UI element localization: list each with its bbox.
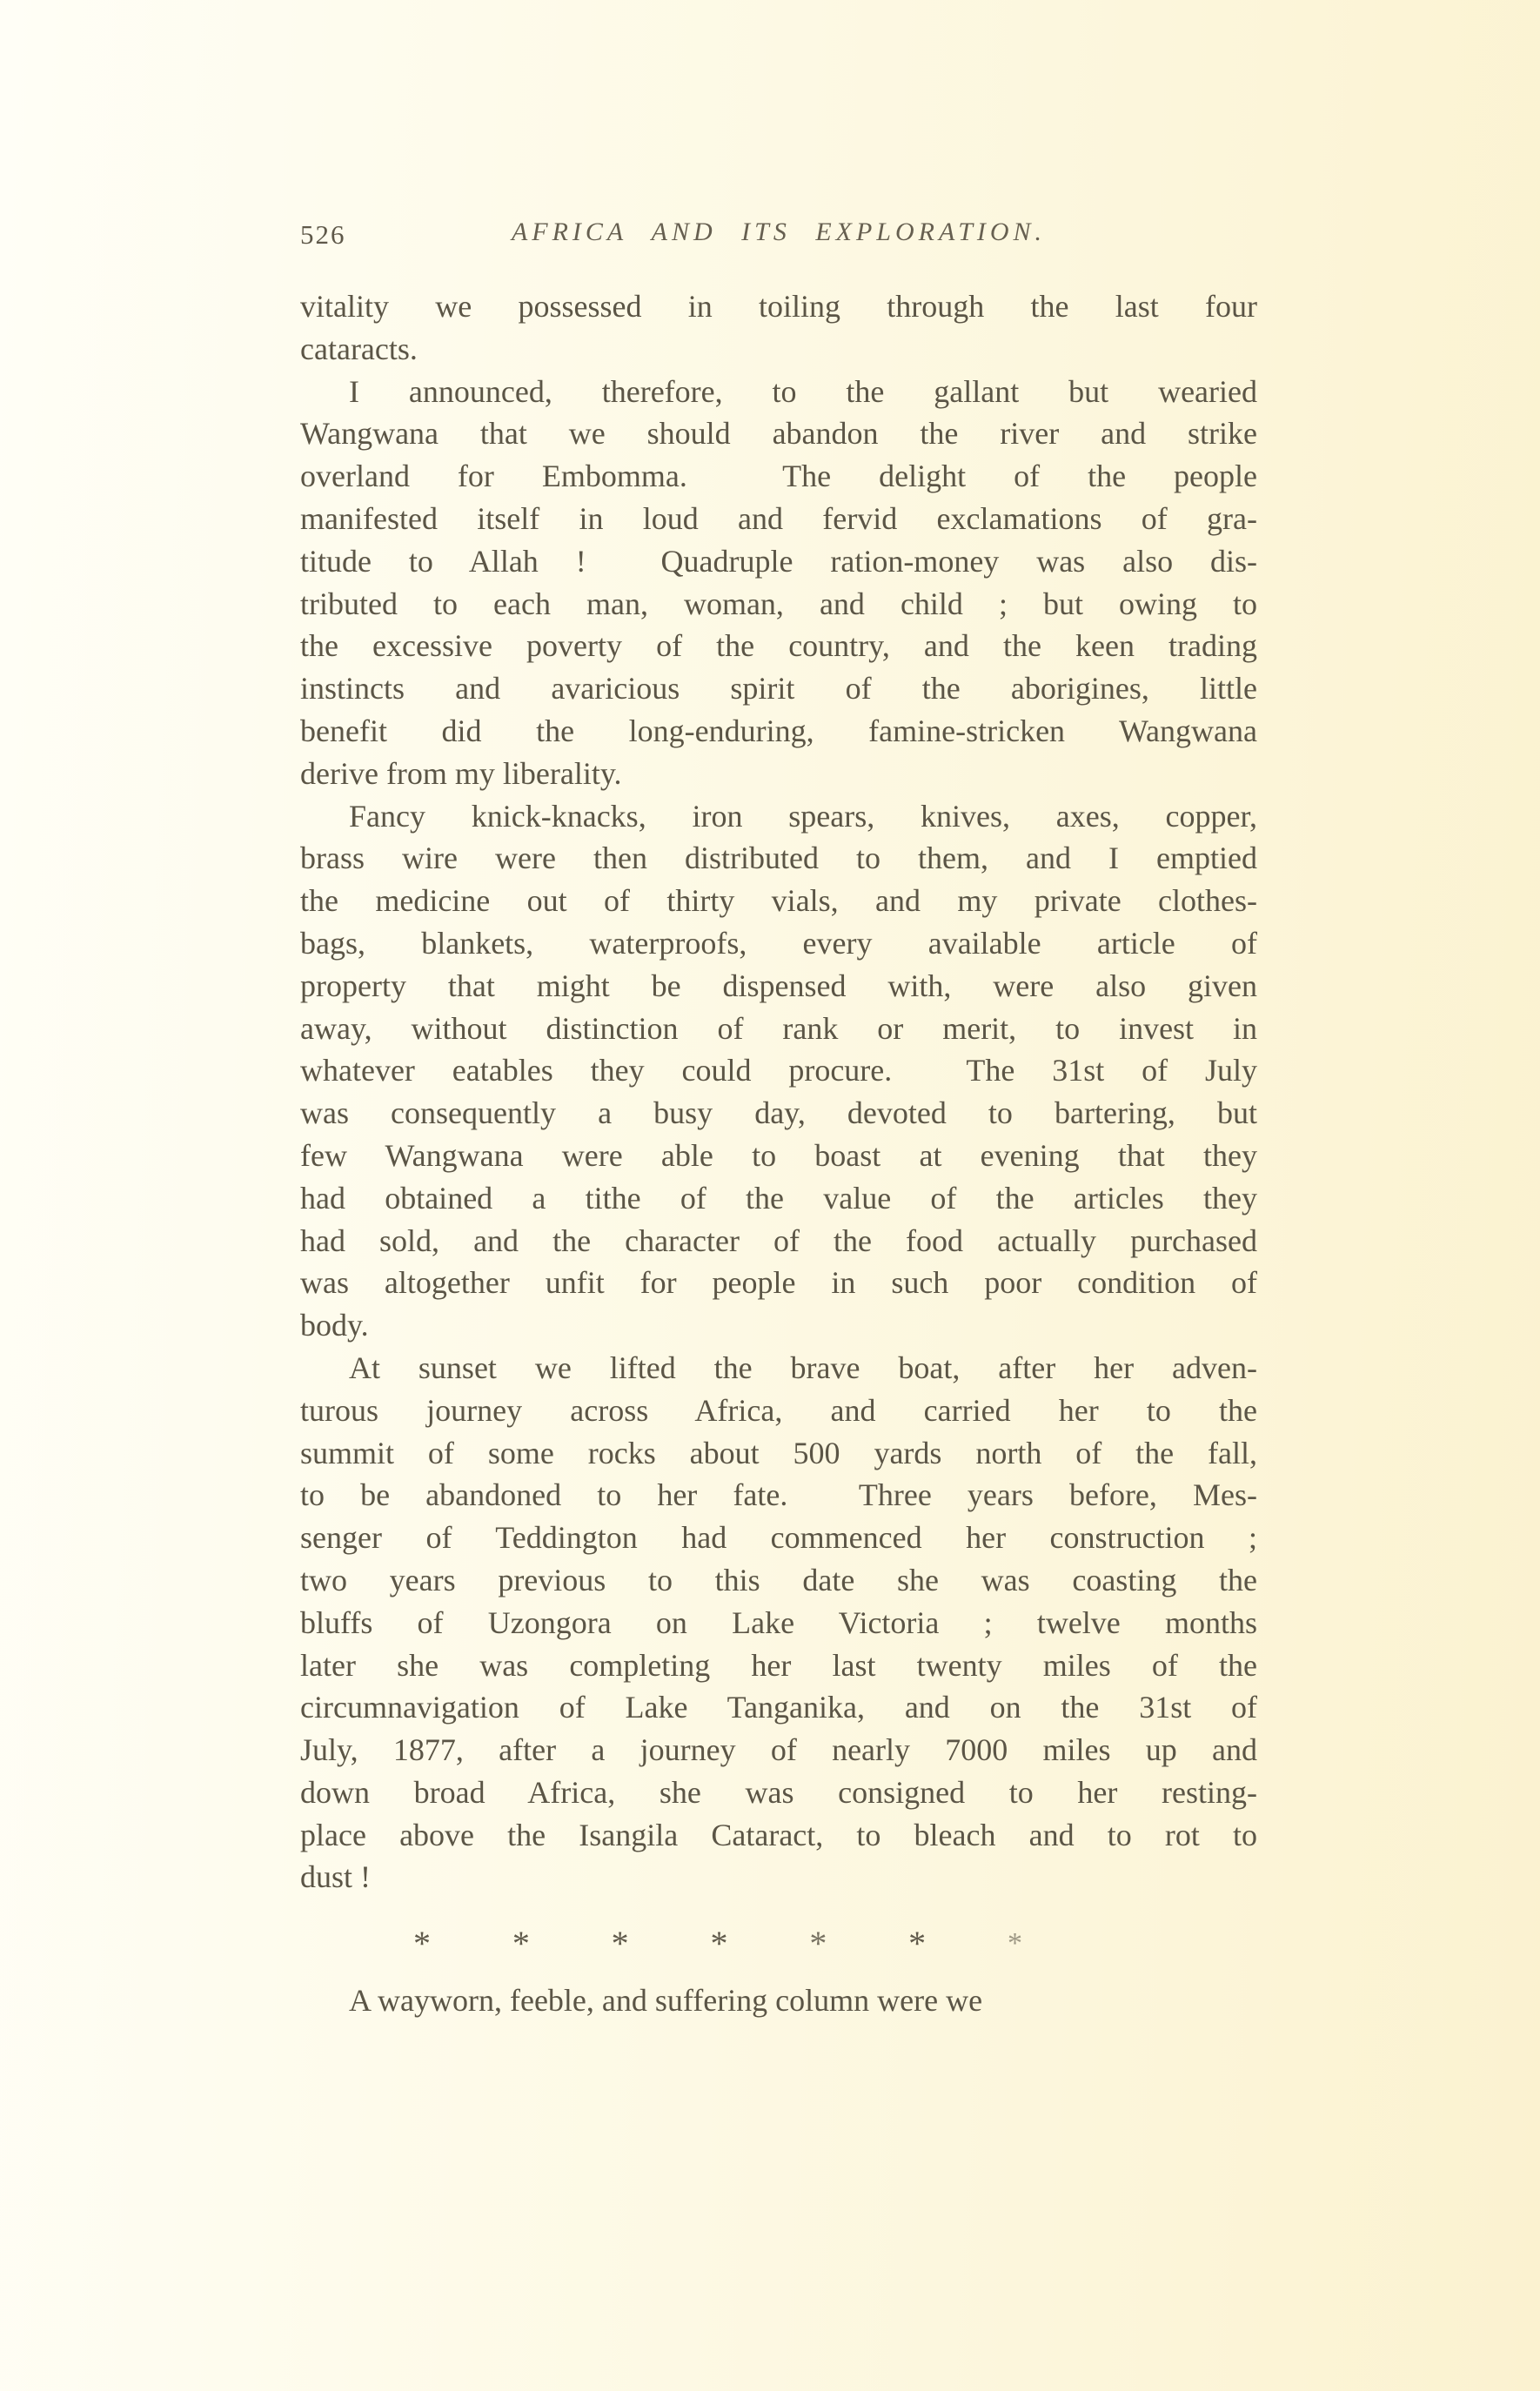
paragraph bbox=[300, 371, 1257, 795]
text-line: bags, blankets, waterproofs, every available article of bbox=[300, 925, 1257, 961]
text-line: the excessive poverty of the country, and the keen trading bbox=[300, 628, 1257, 664]
text-line: tributed to each man, woman, and child ; but owing to bbox=[300, 586, 1257, 621]
text-line: I announced, therefore, to the gallant but wearied bbox=[349, 373, 1257, 409]
asterisk: * bbox=[710, 1924, 728, 1964]
text-line: At sunset we lifted the brave boat, after her adven- bbox=[349, 1350, 1257, 1385]
text-line: dust ! bbox=[300, 1859, 371, 1895]
text-line: few Wangwana were able to boast at evening that they bbox=[300, 1137, 1257, 1173]
text-line: away, without distinction of rank or merit, to invest in bbox=[300, 1010, 1257, 1046]
paragraph bbox=[300, 1347, 1257, 1899]
text-line: body. bbox=[300, 1308, 369, 1343]
paragraph bbox=[300, 795, 1257, 1347]
text-line: A wayworn, feeble, and suffering column were we bbox=[349, 1983, 983, 2019]
text-line: later she was completing her last twenty miles of the bbox=[300, 1647, 1257, 1683]
text-line: Wangwana that we should abandon the river and strike bbox=[300, 416, 1257, 452]
asterisk: * bbox=[908, 1924, 927, 1964]
text-line: summit of some rocks about 500 yards north of the fall, bbox=[300, 1435, 1257, 1470]
text-line: cataracts. bbox=[300, 331, 418, 366]
text-line: the medicine out of thirty vials, and my private clothes- bbox=[300, 883, 1257, 919]
text-line: bluffs of Uzongora on Lake Victoria ; twelve months bbox=[300, 1604, 1257, 1640]
text-line: turous journey across Africa, and carried her to the bbox=[300, 1392, 1257, 1428]
text-line: July, 1877, after a journey of nearly 7000 miles up and bbox=[300, 1732, 1257, 1768]
closing-paragraph bbox=[300, 1979, 1257, 2022]
text-line: derive from my liberality. bbox=[300, 755, 622, 791]
asterisk-separator bbox=[413, 1918, 1022, 1964]
text-line: was altogether unfit for people in such poor condition of bbox=[300, 1265, 1257, 1301]
text-line: place above the Isangila Cataract, to bleach and to rot to bbox=[300, 1817, 1257, 1852]
paragraph bbox=[300, 285, 1257, 371]
text-line: whatever eatables they could procure. The 31st of July bbox=[300, 1053, 1257, 1088]
text-line: benefit did the long-enduring, famine-stricken Wangwana bbox=[300, 713, 1257, 748]
asterisk: * bbox=[611, 1924, 629, 1964]
text-line: manifested itself in loud and fervid exclamations of gra- bbox=[300, 500, 1257, 536]
text-line: brass wire were then distributed to them, and I emptied bbox=[300, 841, 1257, 876]
text-line: had sold, and the character of the food actually purchased bbox=[300, 1222, 1257, 1258]
text-line: property that might be dispensed with, were also given bbox=[300, 968, 1257, 1003]
text-line: was consequently a busy day, devoted to bartering, but bbox=[300, 1095, 1257, 1131]
page-header bbox=[300, 218, 1257, 256]
text-line: down broad Africa, she was consigned to her resting- bbox=[300, 1774, 1257, 1810]
asterisk: * bbox=[413, 1924, 431, 1964]
text-line: titude to Allah ! Quadruple ration-money was also dis- bbox=[300, 543, 1257, 579]
text-line: vitality we possessed in toiling through the last four bbox=[300, 289, 1257, 324]
page-body bbox=[300, 285, 1257, 2022]
text-line: instincts and avaricious spirit of the aborigines, little bbox=[300, 671, 1257, 707]
text-line: two years previous to this date she was coasting the bbox=[300, 1562, 1257, 1597]
paragraph bbox=[300, 1979, 1257, 2022]
text-line: senger of Teddington had commenced her construction ; bbox=[300, 1520, 1257, 1556]
text-line: circumnavigation of Lake Tanganika, and on the 31st of bbox=[300, 1690, 1257, 1725]
asterisk: * bbox=[1007, 1927, 1022, 1960]
page-paragraphs bbox=[300, 285, 1257, 1899]
text-line: Fancy knick-knacks, iron spears, knives, axes, copper, bbox=[349, 798, 1257, 834]
asterisk: * bbox=[809, 1924, 827, 1964]
text-line: had obtained a tithe of the value of the articles they bbox=[300, 1180, 1257, 1216]
asterisk: * bbox=[512, 1924, 530, 1964]
text-line: to be abandoned to her fate. Three years before, Mes- bbox=[300, 1477, 1257, 1513]
running-title: AFRICA AND ITS EXPLORATION. bbox=[511, 218, 1047, 246]
text-line: overland for Embomma. The delight of the people bbox=[300, 459, 1257, 494]
page-number: 526 bbox=[300, 219, 346, 250]
